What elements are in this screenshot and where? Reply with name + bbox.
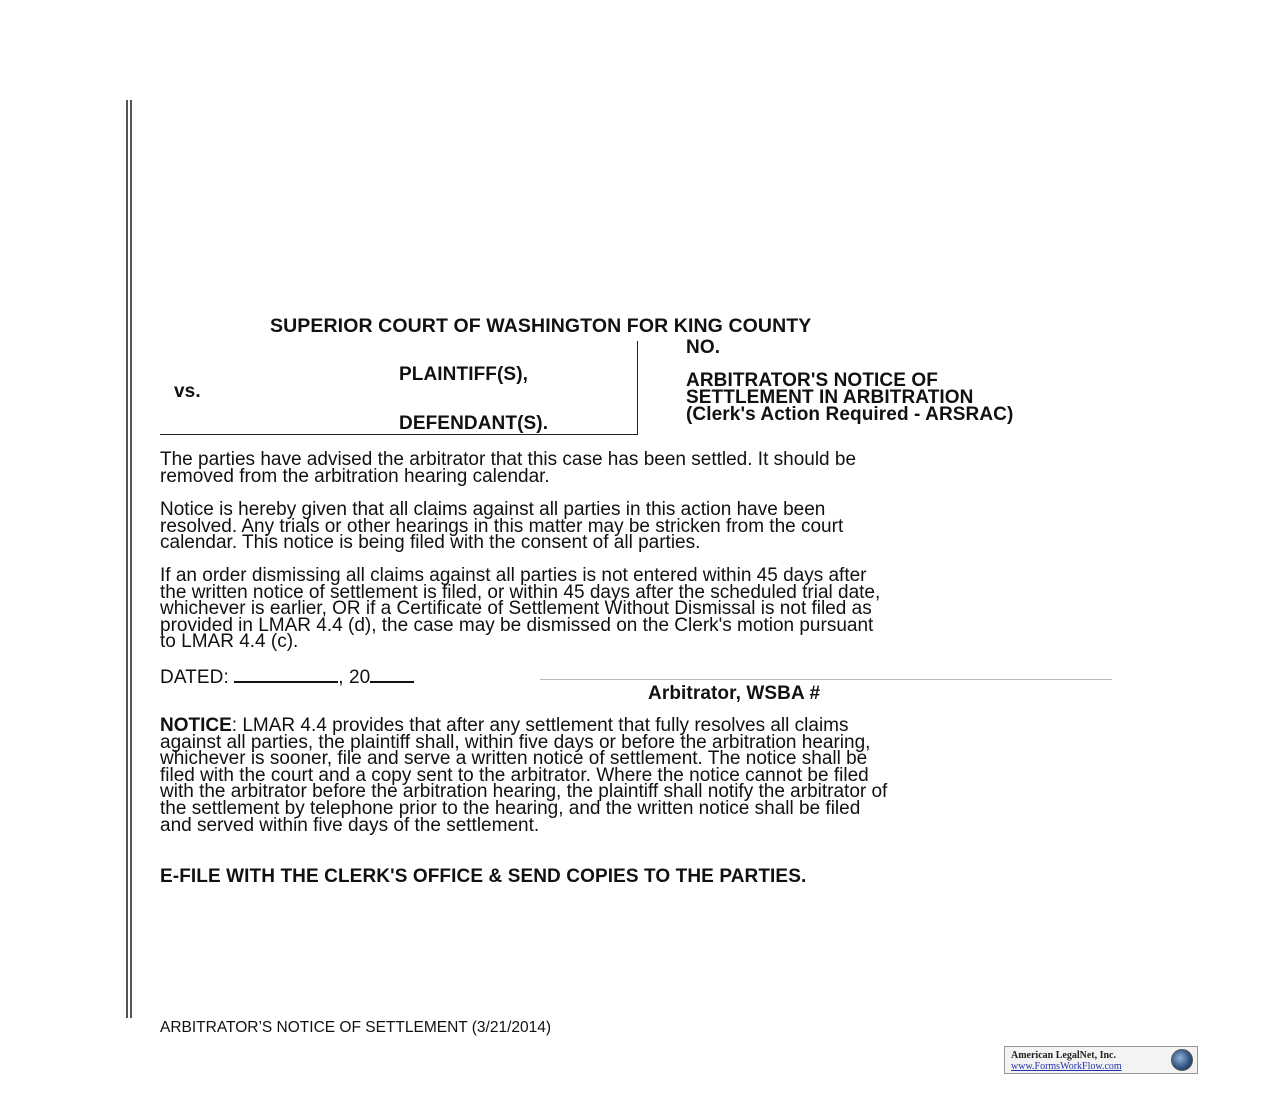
settlement-advice-paragraph (160, 449, 1130, 487)
defendant-label: DEFENDANT(S). (399, 413, 549, 434)
text-line: whichever is sooner, file and serve a written notice of settlement. The notice shall be (160, 748, 868, 770)
efile-instruction: E-FILE WITH THE CLERK'S OFFICE & SEND COPIES TO THE PARTIES. (160, 866, 807, 887)
text-line: filed with the court and a copy sent to the arbitrator. Where the notice cannot be filed (160, 764, 869, 786)
text-line: If an order dismissing all claims against all parties is not entered within 45 days after (160, 565, 867, 586)
text-line: against all parties, the plaintiff shall, within five days or before the arbitration hearing, (160, 731, 871, 753)
notice-first-line-text: : LMAR 4.4 provides that after any settlement that fully resolves all claims (231, 715, 849, 736)
dated-label: DATED: (160, 667, 235, 688)
document-title-line-1: ARBITRATOR'S NOTICE OF (686, 370, 938, 391)
vs-label: vs. (174, 381, 201, 402)
dated-line (160, 667, 414, 686)
american-legalnet-logo[interactable] (1004, 1046, 1198, 1074)
lmar-notice-paragraph (160, 715, 1140, 836)
logo-url-link[interactable]: www.FormsWorkFlow.com (1011, 1061, 1122, 1072)
text-line: resolved. Any trials or other hearings in this matter may be stricken from the court (160, 515, 844, 537)
caption-bottom-rule (160, 434, 638, 435)
text-line: with the arbitrator before the arbitration hearing, the plaintiff shall notify the arbitrator of (160, 781, 888, 803)
left-margin-rule-inner (130, 100, 132, 1018)
signature-line[interactable] (540, 679, 1112, 680)
text-line: removed from the arbitration hearing calendar. (160, 465, 550, 487)
court-title: SUPERIOR COURT OF WASHINGTON FOR KING COUNTY (270, 315, 812, 337)
document-title-line-2: SETTLEMENT IN ARBITRATION (686, 387, 974, 408)
year-prefix: , 20 (338, 667, 371, 688)
dismissal-paragraph (160, 565, 1130, 653)
logo-company-name: American LegalNet, Inc. (1011, 1050, 1116, 1061)
plaintiff-label: PLAINTIFF(S), (399, 364, 529, 385)
text-line: provided in LMAR 4.4 (d), the case may be dismissed on the Clerk's motion pursuant (160, 614, 874, 636)
text-line: the settlement by telephone prior to the hearing, and the written notice shall be filed (160, 797, 861, 819)
year-blank-field[interactable] (370, 667, 414, 683)
text-line: and served within five days of the settlement. (160, 814, 540, 836)
text-line: the written notice of settlement is filed, or within 45 days after the scheduled trial date, (160, 581, 881, 603)
arbitrator-signature-label: Arbitrator, WSBA # (648, 683, 821, 704)
form-footer: ARBITRATOR’S NOTICE OF SETTLEMENT (3/21/2014) (160, 1019, 552, 1036)
text-line: to LMAR 4.4 (c). (160, 631, 299, 653)
left-margin-rule (126, 100, 128, 1018)
date-blank-field[interactable] (234, 667, 338, 683)
text-line: The parties have advised the arbitrator that this case has been settled. It should be (160, 449, 857, 470)
text-line: calendar. This notice is being filed with the consent of all parties. (160, 532, 701, 554)
case-number-label: NO. (686, 337, 721, 358)
globe-icon (1171, 1049, 1193, 1071)
text-line: whichever is earlier, OR if a Certificate of Settlement Without Dismissal is not filed as (160, 598, 872, 620)
notice-label: NOTICE (160, 715, 232, 736)
caption-vertical-rule (637, 341, 638, 434)
text-line: Notice is hereby given that all claims against all parties in this action have been (160, 499, 826, 520)
document-title-line-3: (Clerk's Action Required - ARSRAC) (686, 404, 1014, 425)
notice-given-paragraph (160, 499, 1130, 554)
